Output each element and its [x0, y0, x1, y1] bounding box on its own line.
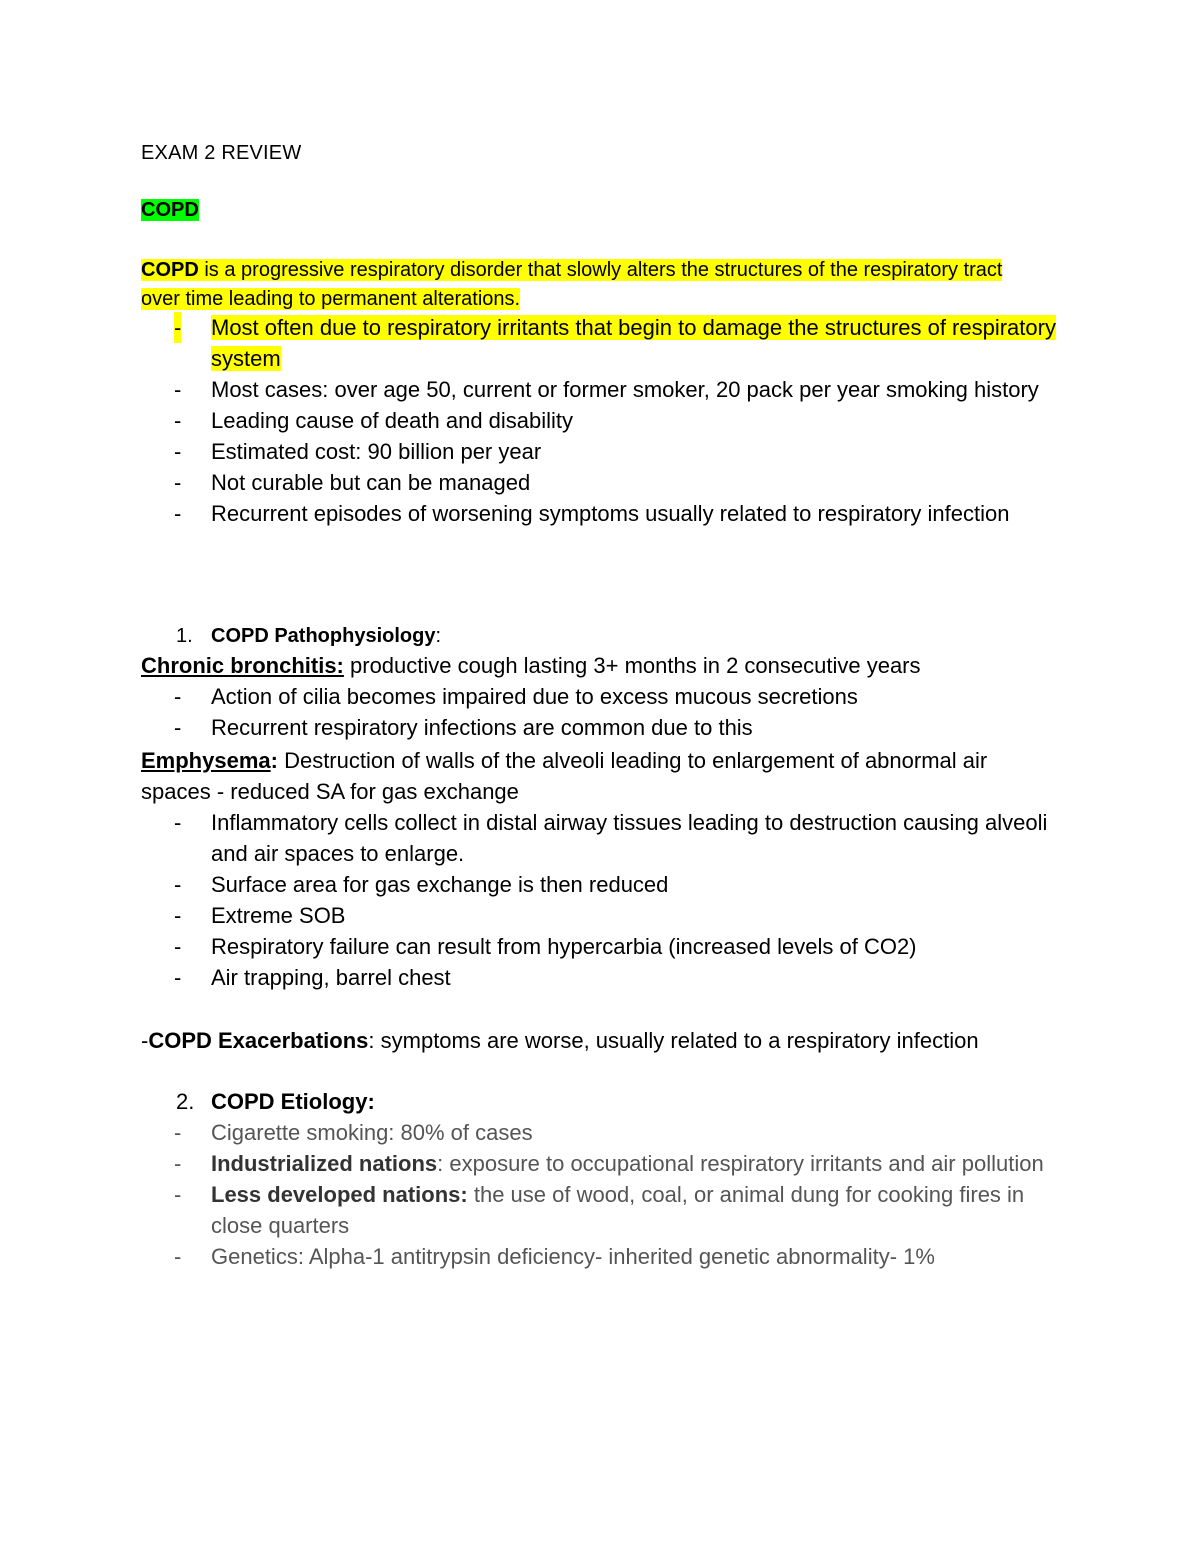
intro-bullet-list: [0, 312, 1200, 529]
exacerbations-term: COPD Exacerbations: [148, 1028, 369, 1053]
chronic-bronchitis-text: productive cough lasting 3+ months in 2 consecutive years: [343, 653, 921, 678]
bullet-dash: -: [174, 470, 182, 495]
exacerbations-prefix: -: [141, 1028, 149, 1053]
section-title: COPD Etiology:: [211, 1089, 375, 1114]
bullet-dash: -: [174, 377, 182, 402]
list-item-text: Recurrent episodes of worsening symptoms usually related to respiratory infection: [211, 501, 1010, 526]
chronic-bronchitis-term: Chronic bronchitis:: [141, 653, 344, 678]
chronic-bronchitis-definition: [141, 650, 1061, 681]
bullet-dash: -: [174, 312, 181, 343]
list-item: [0, 1241, 1200, 1272]
copd-heading: [141, 199, 199, 222]
bullet-dash: -: [174, 501, 182, 526]
list-item-bold: Less developed nations:: [211, 1182, 468, 1207]
bullet-dash: -: [174, 903, 182, 928]
list-item-text: Respiratory failure can result from hypercarbia (increased levels of CO2): [211, 934, 917, 959]
section-number: 2.: [176, 1089, 195, 1114]
list-item-text: Air trapping, barrel chest: [211, 965, 451, 990]
list-item-text: Extreme SOB: [211, 903, 346, 928]
bullet-dash: -: [174, 1120, 182, 1145]
emphysema-term: Emphysema: [141, 748, 271, 773]
list-item: [0, 374, 1200, 405]
etiology-bullet-list: [0, 1117, 1200, 1272]
bullet-dash: -: [174, 1151, 182, 1176]
intro-bold-term: COPD: [141, 259, 199, 281]
list-item: [0, 436, 1200, 467]
emphysema-bullet-list: [0, 807, 1200, 993]
copd-exacerbations-line: [141, 1025, 1061, 1056]
list-item-bold: Industrialized nations: [211, 1151, 438, 1176]
bullet-dash: -: [174, 439, 182, 464]
bullet-dash: -: [174, 872, 182, 897]
list-item-text: Most often due to respiratory irritants that begin to damage the structures of respiratory system: [211, 315, 1056, 371]
list-item-text: Recurrent respiratory infections are common due to this: [211, 715, 753, 740]
document-title: EXAM 2 REVIEW: [141, 142, 302, 164]
copd-heading-text: COPD: [141, 199, 199, 221]
list-item: [0, 712, 1200, 743]
list-item-text: Most cases: over age 50, current or former smoker, 20 pack per year smoking history: [211, 377, 1039, 402]
list-item: [0, 869, 1200, 900]
intro-text: is a progressive respiratory disorder that slowly alters the structures of the respiratory tract over time leading to permanent alterations.: [141, 259, 1003, 310]
list-item-text: Estimated cost: 90 billion per year: [211, 439, 542, 464]
exacerbations-text: : symptoms are worse, usually related to a respiratory infection: [368, 1028, 979, 1053]
list-item: [0, 312, 1200, 374]
emphysema-definition: [141, 745, 1061, 807]
list-item: [0, 681, 1200, 712]
list-item: [0, 405, 1200, 436]
list-item: [0, 1117, 1200, 1148]
list-item-text: the use of wood, coal, or animal dung for cooking fires in close quarters: [211, 1182, 1025, 1238]
list-item-text: Surface area for gas exchange is then reduced: [211, 872, 669, 897]
bullet-dash: -: [174, 408, 182, 433]
list-item: [0, 1148, 1200, 1179]
emphysema-text: Destruction of walls of the alveoli leading to enlargement of abnormal air spaces - reduced SA for gas exchange: [141, 748, 988, 804]
section-number: 1.: [176, 625, 193, 647]
list-item: [0, 962, 1200, 993]
list-item: [0, 498, 1200, 529]
bullet-dash: -: [174, 715, 182, 740]
emphysema-colon: :: [270, 748, 278, 773]
bullet-dash: -: [174, 1244, 182, 1269]
bullet-dash: -: [174, 1182, 182, 1207]
chronic-bronchitis-bullet-list: [0, 681, 1200, 743]
list-item-text: Not curable but can be managed: [211, 470, 531, 495]
list-item-text: Cigarette smoking: 80% of cases: [211, 1120, 533, 1145]
list-item: [0, 931, 1200, 962]
list-item: [0, 900, 1200, 931]
list-item: [0, 1179, 1200, 1241]
list-item-text: Genetics: Alpha-1 antitrypsin deficiency- inherited genetic abnormality- 1%: [211, 1244, 935, 1269]
bullet-dash: -: [174, 684, 182, 709]
section-title-suffix: :: [435, 625, 442, 647]
section-title: COPD Pathophysiology: [211, 625, 436, 647]
copd-intro-paragraph: [141, 256, 1031, 313]
list-item-text: Action of cilia becomes impaired due to excess mucous secretions: [211, 684, 858, 709]
list-item-text: : exposure to occupational respiratory irritants and air pollution: [437, 1151, 1044, 1176]
list-item: [0, 467, 1200, 498]
list-item: [0, 807, 1200, 869]
bullet-dash: -: [174, 810, 182, 835]
bullet-dash: -: [174, 965, 182, 990]
list-item-text: Inflammatory cells collect in distal airway tissues leading to destruction causing alveoli and air spaces to enlarge.: [211, 810, 1048, 866]
list-item-text: Leading cause of death and disability: [211, 408, 574, 433]
bullet-dash: -: [174, 934, 182, 959]
